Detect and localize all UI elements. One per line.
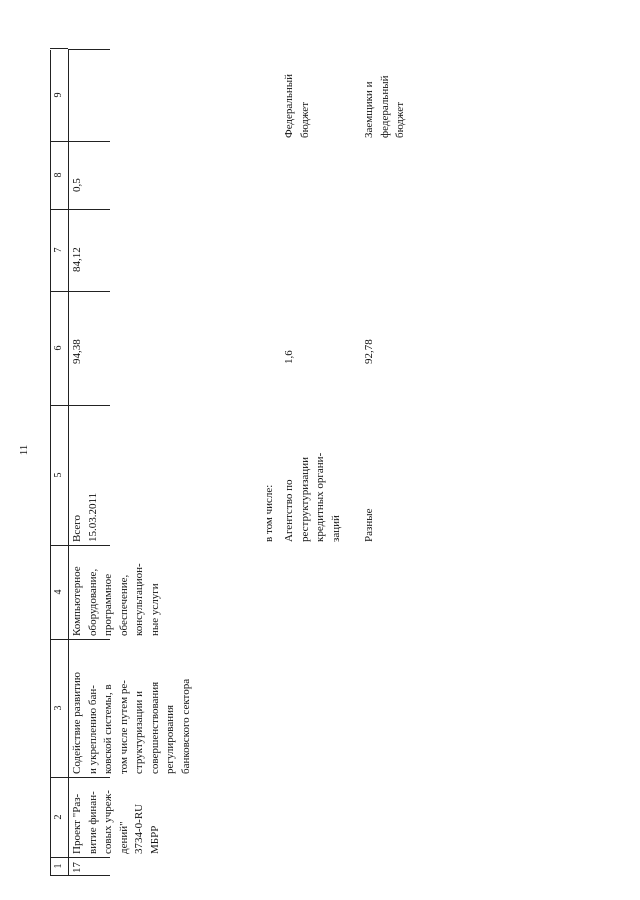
rotated-table-region xyxy=(50,50,590,876)
other-amount: 92,78 xyxy=(363,339,375,364)
other-text: Разные xyxy=(363,508,375,542)
row-number: 17 xyxy=(71,862,83,873)
col-separator xyxy=(68,291,110,292)
agency-text: Агентство по реструктуризации кредитных органи- заций xyxy=(283,452,342,542)
agency-source: Федеральный бюджет xyxy=(283,73,311,138)
table-header-row xyxy=(50,50,69,876)
procurement-items: Компьютерное оборудование, программное обеспечение, консультацион- ные услуги xyxy=(71,563,161,636)
total-amount: 94,38 xyxy=(71,339,83,364)
col8-value: 0,5 xyxy=(71,178,83,192)
header-col-5: 5 xyxy=(50,405,68,546)
header-col-9: 9 xyxy=(50,48,68,142)
header-col-7: 7 xyxy=(50,209,68,292)
col-separator xyxy=(68,857,110,858)
col-separator xyxy=(68,875,110,876)
page-number: 11 xyxy=(18,444,30,456)
header-col-2: 2 xyxy=(50,777,68,858)
header-col-1: 1 xyxy=(50,857,68,876)
header-col-8: 8 xyxy=(50,141,68,210)
col-separator xyxy=(68,49,110,50)
project-name: Проект "Раз- витие финан- совых учреж- дений" 3734-0-RU МБРР xyxy=(71,790,161,854)
col-separator xyxy=(68,209,110,210)
project-goal: Содействие развитию и укреплению бан- ковской системы, в том числе путем ре- структуризации и совершенствования регулирования банковского сектора xyxy=(71,671,192,774)
header-col-3: 3 xyxy=(50,639,68,778)
col-separator xyxy=(68,141,110,142)
header-col-4: 4 xyxy=(50,545,68,640)
total-date: Всего 15.03.2011 xyxy=(71,492,99,542)
including-label: в том числе: xyxy=(263,484,275,542)
agency-amount: 1,6 xyxy=(283,350,295,364)
header-col-6: 6 xyxy=(50,291,68,406)
col7-value: 84,12 xyxy=(71,247,83,272)
col-separator xyxy=(68,405,110,406)
other-source: Заемщики и федеральный бюджет xyxy=(363,75,406,138)
